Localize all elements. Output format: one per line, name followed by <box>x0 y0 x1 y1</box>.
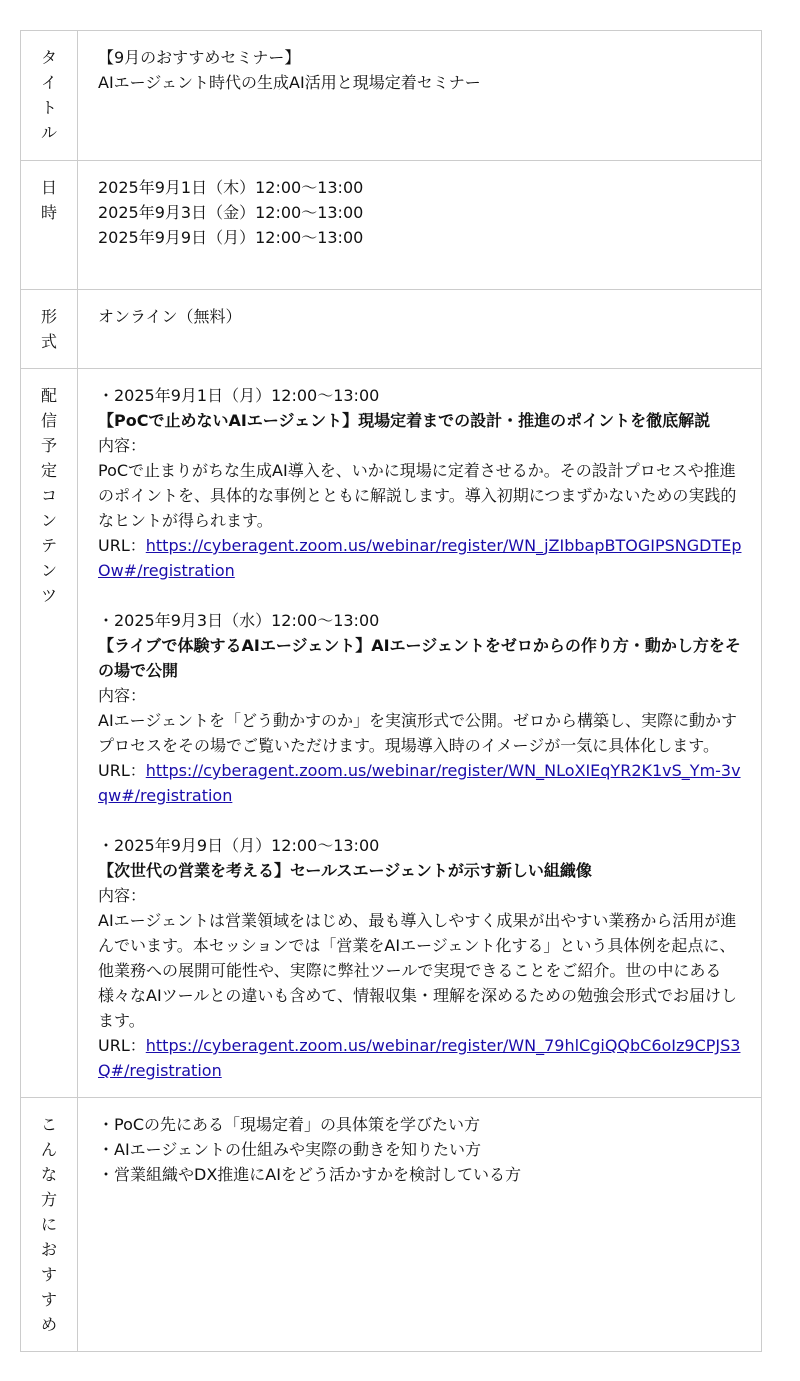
session-registration-link[interactable]: https://cyberagent.zoom.us/webinar/register/WN_79hlCgiQQbC6oIz9CPJS3Q#/registration <box>98 1036 741 1080</box>
spacer <box>98 808 745 833</box>
session-url-label: URL： <box>98 536 146 555</box>
row-recommended <box>21 1098 762 1352</box>
row-label-datetime: 日時 <box>40 178 57 222</box>
session-2 <box>98 608 745 808</box>
content-cell-contents <box>78 369 762 1098</box>
title-line-1: 【9月のおすすめセミナー】 <box>98 48 301 67</box>
datetime-line-2: 2025年9月3日（金）12:00〜13:00 <box>98 203 364 222</box>
session-date: ・2025年9月9日（月）12:00〜13:00 <box>98 836 380 855</box>
session-url-label: URL： <box>98 761 146 780</box>
seminar-info-table <box>20 30 762 1352</box>
row-label-recommended: こんな方におすすめ <box>40 1115 57 1334</box>
row-label-title: タイトル <box>40 48 57 142</box>
session-registration-link[interactable]: https://cyberagent.zoom.us/webinar/register/WN_jZIbbapBTOGIPSNGDTEpOw#/registration <box>98 536 742 580</box>
session-url-label: URL： <box>98 1036 146 1055</box>
datetime-line-1: 2025年9月1日（木）12:00〜13:00 <box>98 178 364 197</box>
recommended-item: ・営業組織やDX推進にAIをどう活かすかを検討している方 <box>98 1165 521 1184</box>
session-url-line <box>98 533 745 583</box>
session-date: ・2025年9月1日（月）12:00〜13:00 <box>98 386 380 405</box>
spacer <box>98 583 745 608</box>
row-label-contents: 配信予定コンテンツ <box>40 386 57 605</box>
label-cell-title <box>21 31 78 161</box>
session-registration-link[interactable]: https://cyberagent.zoom.us/webinar/register/WN_NLoXIEqYR2K1vS_Ym-3vqw#/registration <box>98 761 741 805</box>
recommended-item: ・AIエージェントの仕組みや実際の動きを知りたい方 <box>98 1140 482 1159</box>
session-title: 【PoCで止めないAIエージェント】現場定着までの設計・推進のポイントを徹底解説 <box>98 411 711 430</box>
row-title <box>21 31 762 161</box>
session-date: ・2025年9月3日（水）12:00〜13:00 <box>98 611 380 630</box>
label-cell-format <box>21 290 78 369</box>
recommended-item: ・PoCの先にある「現場定着」の具体策を学びたい方 <box>98 1115 481 1134</box>
content-cell-format <box>78 290 762 369</box>
datetime-line-3: 2025年9月9日（月）12:00〜13:00 <box>98 228 364 247</box>
label-cell-datetime <box>21 161 78 290</box>
session-3 <box>98 833 745 1083</box>
session-content: AIエージェントは営業領域をはじめ、最も導入しやすく成果が出やすい業務から活用が進んでいます。本セッションでは「営業をAIエージェント化する」という具体例を起点に、他業務への展開可能性や、実際に弊社ツールで実現できることをご紹介。世の中にある様々なAIツールとの違いも含めて、情報収集・理解を深めるための勉強会形式でお届けします。 <box>98 911 738 1030</box>
session-title: 【ライブで体験するAIエージェント】AIエージェントをゼロからの作り方・動かし方をその場で公開 <box>98 636 741 680</box>
row-datetime <box>21 161 762 290</box>
session-content-label: 内容： <box>98 436 147 455</box>
row-format <box>21 290 762 369</box>
content-cell-title <box>78 31 762 161</box>
session-content-label: 内容： <box>98 886 147 905</box>
label-cell-recommended <box>21 1098 78 1352</box>
row-label-format: 形式 <box>40 307 57 351</box>
content-cell-datetime <box>78 161 762 290</box>
session-url-line <box>98 758 745 808</box>
session-content: PoCで止まりがちな生成AI導入を、いかに現場に定着させるか。その設計プロセスや推進のポイントを、具体的な事例とともに解説します。導入初期につまずかないための実践的なヒントが得られます。 <box>98 461 737 530</box>
content-cell-recommended <box>78 1098 762 1352</box>
session-url-line <box>98 1033 745 1083</box>
session-content: AIエージェントを「どう動かすのか」を実演形式で公開。ゼロから構築し、実際に動かすプロセスをその場でご覧いただけます。現場導入時のイメージが一気に具体化します。 <box>98 711 738 755</box>
label-cell-contents <box>21 369 78 1098</box>
title-line-2: AIエージェント時代の生成AI活用と現場定着セミナー <box>98 73 481 92</box>
format-value: オンライン（無料） <box>98 307 242 326</box>
session-title: 【次世代の営業を考える】セールスエージェントが示す新しい組織像 <box>98 861 592 880</box>
row-contents <box>21 369 762 1098</box>
session-content-label: 内容： <box>98 686 147 705</box>
session-1 <box>98 383 745 583</box>
